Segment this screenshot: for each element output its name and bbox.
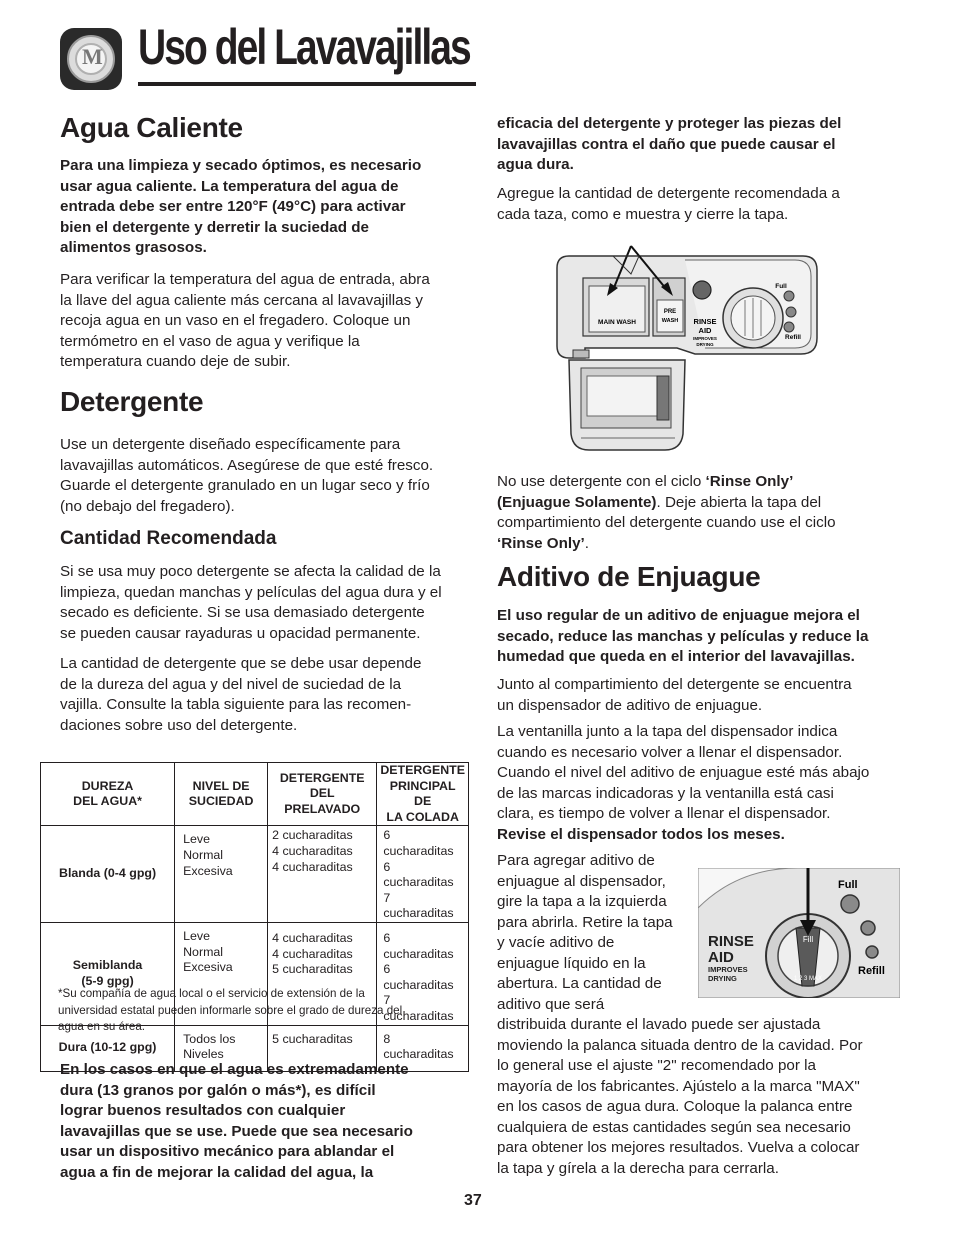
heading-cantidad-recomendada: Cantidad Recomendada (60, 528, 277, 549)
fig2-label-full: Full (838, 879, 858, 891)
label-main-wash: MAIN WASH (598, 319, 636, 326)
aditivo-paragraph-3-narrow: Para agregar aditivo de enjuague al dispensador, gire la tapa a la izquierda para abrirla. Retire la tapa y vacíe aditivo de enjuague líquido en la abertura. La cantidad de aditivo que será (497, 852, 673, 1013)
table-footnote: *Su compañía de agua local o el servicio de extensión de la universidad estatal pueden informarle sobre el grado de dureza del agua en su área. (58, 987, 403, 1033)
table-cell: 4 cucharaditas 4 cucharaditas 5 cucharaditas (268, 922, 377, 1025)
fig2-label-rinse: RINSE (708, 933, 754, 950)
column-header: DETERGENTE DEL PRELAVADO (268, 763, 377, 826)
fig2-label-fill: Fill (802, 935, 814, 944)
heading-agua-caliente: Agua Caliente (60, 112, 243, 143)
heading-detergente: Detergente (60, 386, 204, 417)
table-cell: 8 cucharaditas (377, 1025, 469, 1071)
rinse-aid-dispenser-illustration (698, 868, 900, 998)
fig2-label-drying: DRYING (708, 974, 737, 983)
label-pre: PRE (663, 309, 677, 315)
table-cell: 6 cucharaditas 6 cucharaditas 7 cucharaditas (377, 922, 469, 1025)
page-number: 37 (464, 1192, 482, 1209)
table-cell: 2 cucharaditas 4 cucharaditas 4 cucharaditas (268, 826, 377, 923)
label-aid: AID (698, 326, 712, 335)
add-detergent-text: Agregue la cantidad de detergente recomendada a cada taza, como e muestra y cierre la tapa. (497, 185, 840, 223)
fig2-label-refill: Refill (858, 965, 885, 977)
label-refill: Refill (785, 334, 801, 341)
heading-aditivo-de-enjuague: Aditivo de Enjuague (497, 561, 761, 592)
aditivo-paragraph-2: La ventanilla junto a la tapa del dispensador indica cuando es necesario volver a llenar el dispensador. Cuando el nivel del aditivo de enjuague esté más abajo de las marcas indicadoras y la ventanilla está casi clara, es tiempo de volver a llenar el dispensador. Revise el dispensador todos los meses. (497, 723, 870, 843)
label-full: Full (775, 283, 787, 290)
column-header: NIVEL DE SUCIEDAD (175, 763, 268, 826)
fig2-label-aid: AID (708, 949, 734, 966)
title-underline (138, 82, 476, 86)
label-rinse: RINSE (693, 317, 717, 326)
table-row (41, 826, 469, 923)
table-cell: Leve Normal Excesiva (175, 826, 268, 923)
hard-water-note: En los casos en que el agua es extremadamente dura (13 granos por galón o más*), es difícil lograr buenos resultados con cualquier lavavajillas que se use. Puede que sea necesario usar un dispositivo mecánico para ablandar el agua a fin de mejorar la calidad del agua, la (60, 1061, 413, 1181)
column-header: DUREZA DEL AGUA* (41, 763, 175, 826)
agua-caliente-intro: Para una limpieza y secado óptimos, es necesario usar agua caliente. La temperatura del agua de entrada debe ser entre 120°F (49°C) para activar bien el detergente y derretir la suciedad de alimentos grasosos. (60, 157, 422, 256)
table-cell: 5 cucharaditas (268, 1025, 377, 1071)
table-cell: Semiblanda (5-9 gpg) (41, 922, 175, 1025)
label-drying: DRYING (696, 342, 714, 347)
cantidad-paragraph-1: Si se usa muy poco detergente se afecta la calidad de la limpieza, quedan manchas y películas del agua dura y el secado es deficiente. Si se usa demasiado detergente se pueden causar rayaduras u opacidad permanente. (60, 563, 442, 642)
table-header-row (41, 763, 469, 826)
brand-logo-icon: M (60, 28, 122, 90)
rinse-only-text: No use detergente con el ciclo ‘Rinse Only’ (Enjuague Solamente). Deje abierta la tapa del compartimiento del detergente cuando use el ciclo ‘Rinse Only’. (497, 473, 836, 552)
table-cell: Leve Normal Excesiva (175, 922, 268, 1025)
aditivo-intro: El uso regular de un aditivo de enjuague mejora el secado, reduce las manchas y películas y reduce la humedad que queda en el interior del lavavajillas. (497, 607, 869, 665)
fig2-label-improves: IMPROVES (708, 965, 748, 974)
hard-water-note-continued: eficacia del detergente y proteger las piezas del lavavajillas contra el daño que puede causar el agua dura. (497, 115, 842, 173)
table-cell: Blanda (0-4 gpg) (41, 826, 175, 923)
agua-caliente-body: Para verificar la temperatura del agua de entrada, abra la llave del agua caliente más cercana al lavavajillas y recoja agua en un vaso en el fregadero. Coloque un termómetro en el vaso de agua y verifique la temperatura cuando deje de subir. (60, 271, 430, 370)
page-title: Uso del Lavavajillas (138, 19, 470, 75)
aditivo-paragraph-1: Junto al compartimiento del detergente se encuentra un dispensador de aditivo de enjuague. (497, 676, 852, 714)
fig2-label-scale: 1 2 3 MAX (793, 976, 823, 982)
aditivo-paragraph-3-wide: distribuida durante el lavado puede ser ajustada moviendo la palanca situada dentro de la cavidad. Por lo general use el ajuste "2" recomendado por la mayoría de los fabricantes. Ajústelo a la marca "MAX" en los casos de agua dura. Coloque la palanca entre cualquiera de estas cantidades según sea necesario para obtener los mejores resultados. Vuelva a colocar la tapa y gírela a la derecha para cerrarla. (497, 1016, 863, 1177)
cantidad-paragraph-2: La cantidad de detergente que se debe usar depende de la dureza del agua y del nivel de suciedad de la vajilla. Consulte la tabla siguiente para las recomen- daciones sobre uso del detergente. (60, 655, 422, 734)
label-improves: IMPROVES (693, 336, 717, 341)
table-cell: 6 cucharaditas 6 cucharaditas 7 cucharaditas (377, 826, 469, 923)
detergent-dispenser-illustration (555, 238, 819, 454)
table-cell: Dura (10-12 gpg) (41, 1025, 175, 1071)
table-cell: Todos los Niveles (175, 1025, 268, 1071)
label-wash: WASH (661, 318, 679, 324)
column-header: DETERGENTE PRINCIPAL DE LA COLADA (377, 763, 469, 826)
detergente-body: Use un detergente diseñado específicamente para lavavajillas automáticos. Asegúrese de que esté fresco. Guarde el detergente granulado en un lugar seco y frío (no debajo del fregadero). (60, 436, 434, 515)
